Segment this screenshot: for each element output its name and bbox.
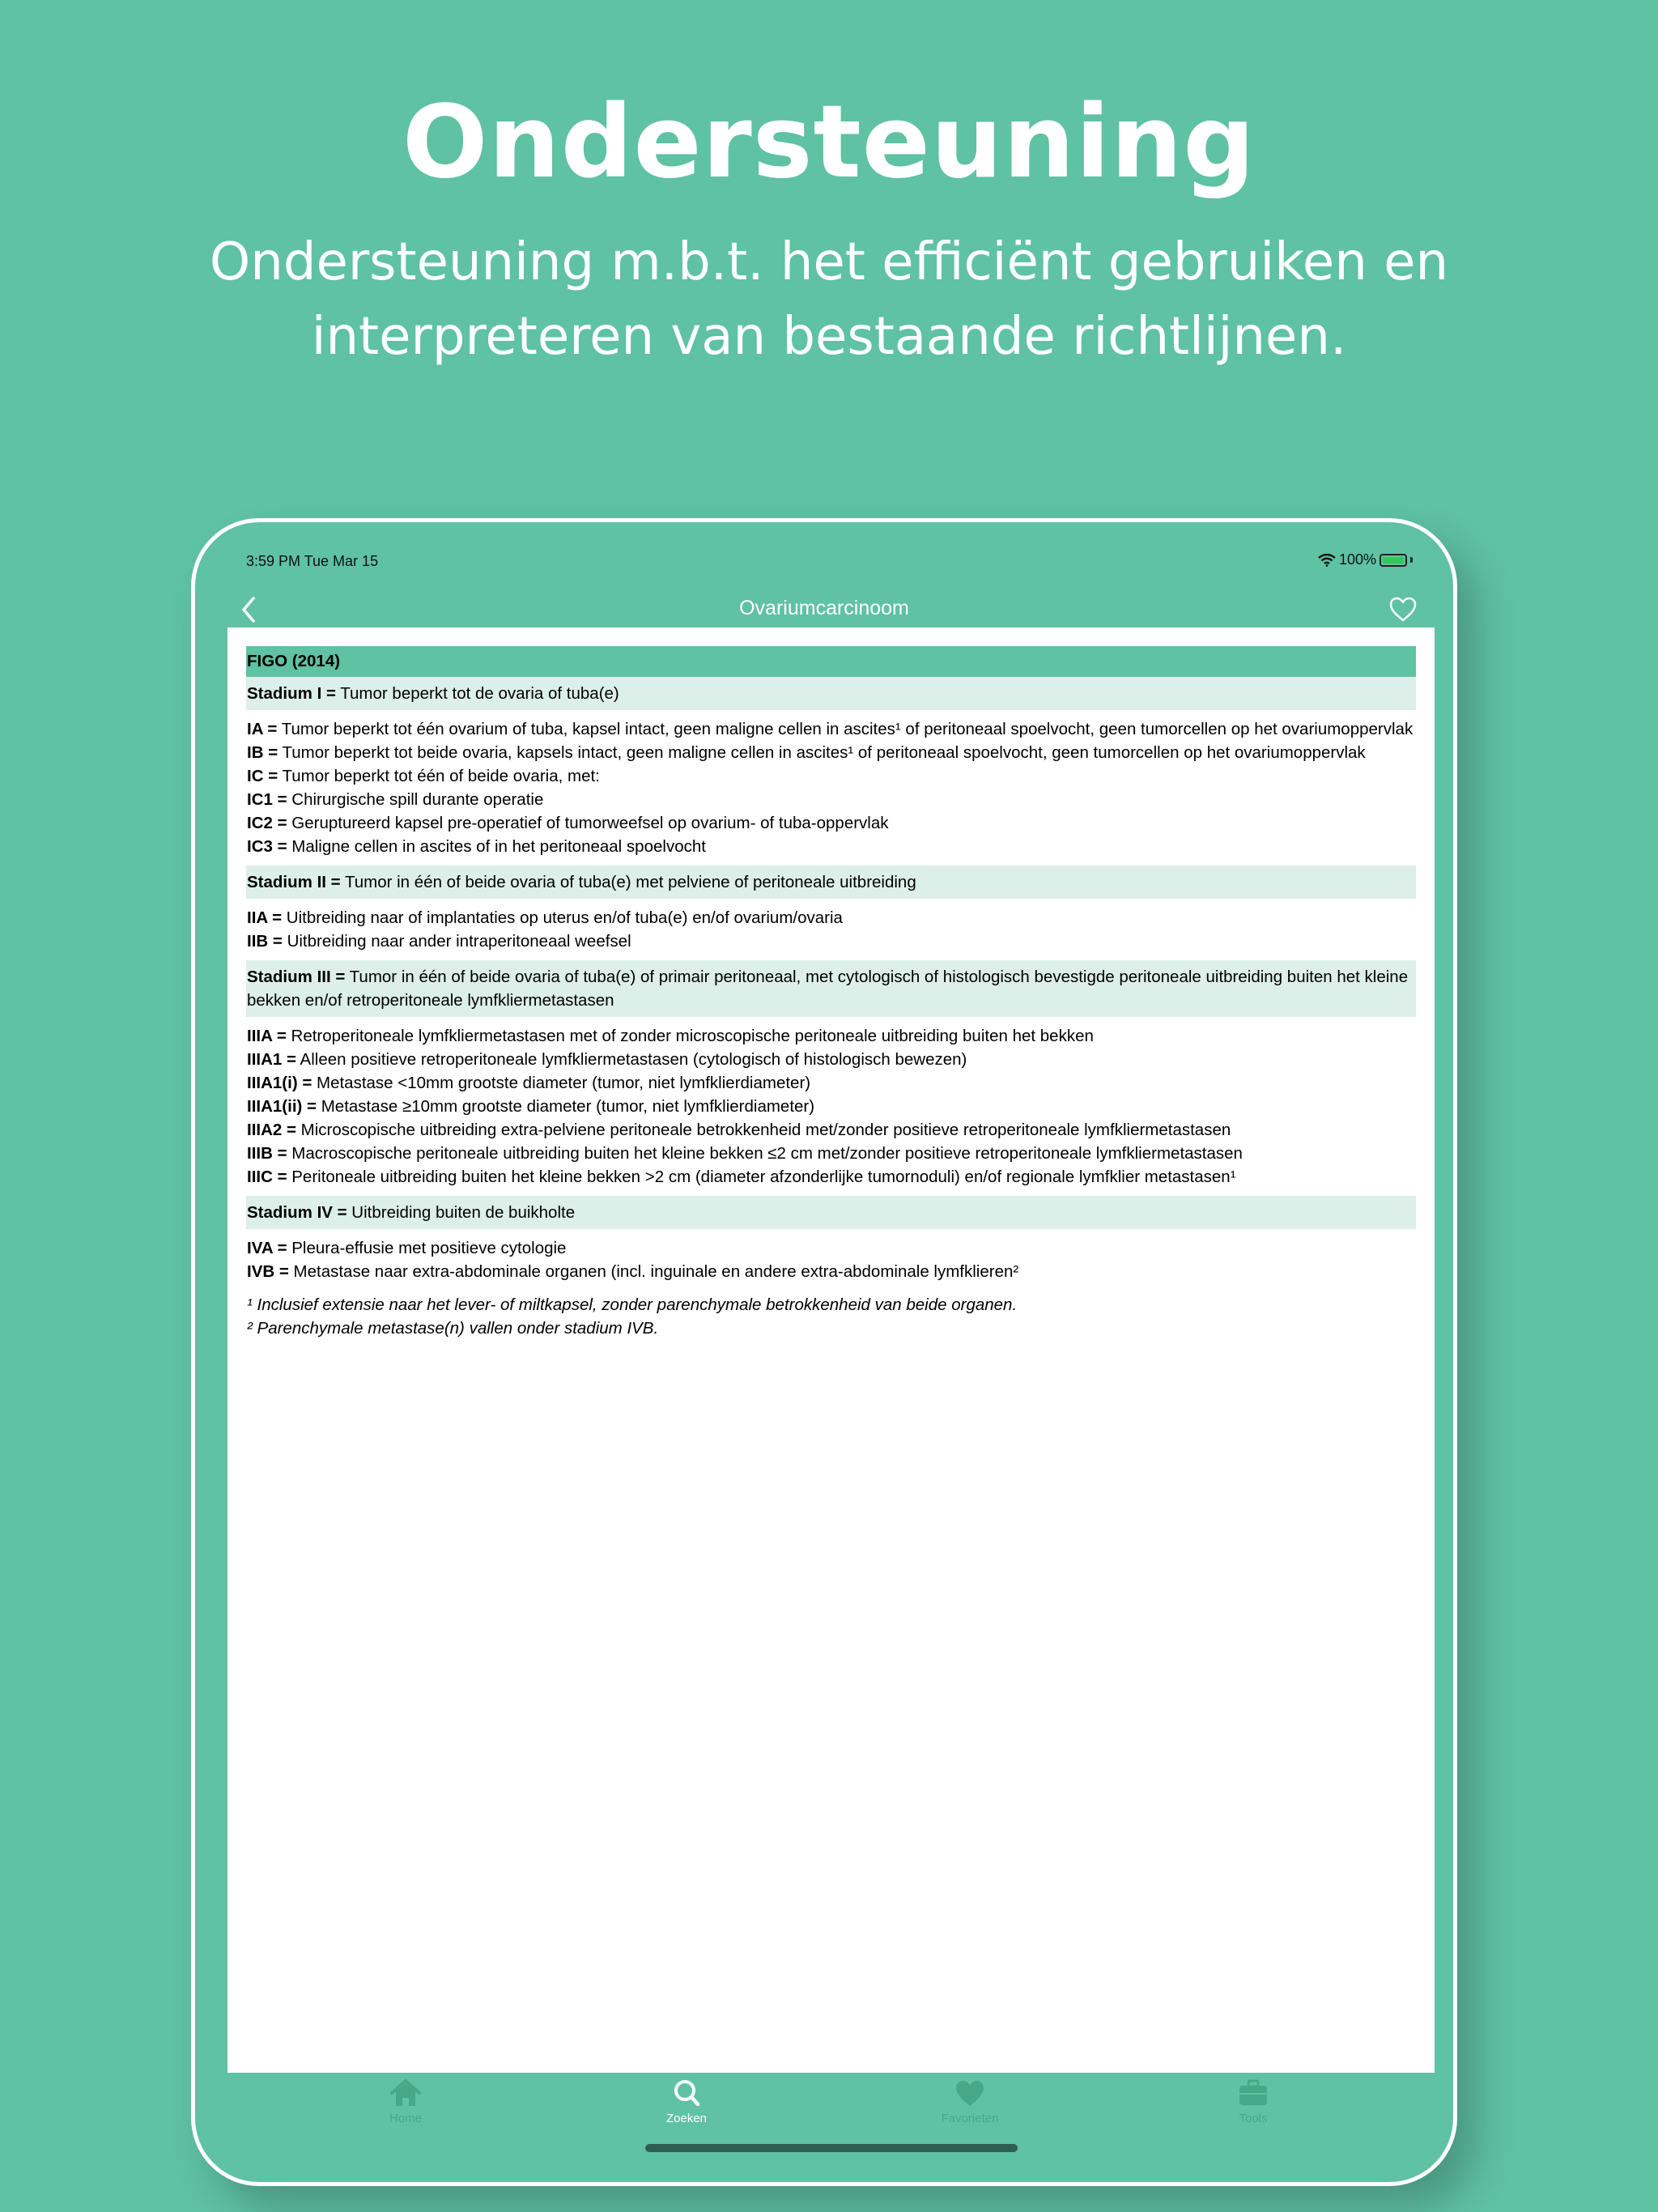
list-item <box>247 1048 1415 1071</box>
tab-favorites[interactable] <box>921 2078 1018 2125</box>
heart-icon <box>953 2078 987 2108</box>
footnote: ¹ Inclusief extensie naar het lever- of miltkapsel, zonder parenchymale betrokkenheid van beide organen. <box>247 1295 1018 1314</box>
item-text: Tumor beperkt tot één of beide ovaria, met: <box>278 767 600 785</box>
list-item <box>247 717 1415 741</box>
tablet-frame <box>191 518 1457 2186</box>
wifi-icon <box>1318 554 1336 567</box>
list-item <box>247 1236 1415 1260</box>
item-text: Metastase naar extra-abdominale organen (incl. inguinale en andere extra-abdominale lymfklieren² <box>288 1262 1019 1281</box>
item-code: IIIA2 = <box>247 1121 296 1139</box>
item-text: Microscopische uitbreiding extra-pelviene peritoneale betrokkenheid met/zonder positieve retroperitoneale lymfkliermetastasen <box>295 1121 1231 1139</box>
list-item <box>247 1142 1415 1165</box>
section-stage-4 <box>246 1196 1416 1291</box>
item-code: IVA = <box>247 1239 287 1257</box>
item-text: Metastase <10mm grootste diameter (tumor, niet lymfklierdiameter) <box>312 1074 811 1092</box>
item-text: Macroscopische peritoneale uitbreiding buiten het kleine bekken ≤2 cm met/zonder positieve retroperitoneale lymfkliermetastasen <box>287 1144 1243 1163</box>
promo-subtitle: Ondersteuning m.b.t. het efficiënt gebruiken en interpreteren van bestaande richtlijnen. <box>209 232 1449 367</box>
item-text: Peritoneale uitbreiding buiten het kleine bekken >2 cm (diameter afzonderlijke tumornoduli) en/of regionale lymfklier metastasen¹ <box>287 1168 1236 1186</box>
tab-home[interactable] <box>357 2078 454 2125</box>
stage-items <box>246 1234 1416 1291</box>
item-text: Geruptureerd kapsel pre-operatief of tumorweefsel op ovarium- of tuba-oppervlak <box>287 814 889 832</box>
heart-outline-icon <box>1388 595 1418 624</box>
stage-row <box>246 1196 1416 1229</box>
tab-label: Zoeken <box>665 2112 708 2125</box>
item-text: Tumor beperkt tot beide ovaria, kapsels intact, geen maligne cellen in ascites¹ of peritoneaal spoelvocht, geen tumorcellen op het ovariumoppervlak <box>278 743 1366 762</box>
stage-items <box>246 1022 1416 1196</box>
item-text: Uitbreiding naar ander intraperitoneaal weefsel <box>282 932 631 951</box>
stage-row <box>246 960 1416 1017</box>
item-code: IIIB = <box>247 1144 287 1163</box>
stage-code: Stadium IV = <box>247 1203 347 1222</box>
list-item <box>247 788 1415 811</box>
stage-code: Stadium III = <box>247 968 346 986</box>
search-icon <box>670 2078 704 2108</box>
list-item <box>247 811 1415 835</box>
status-time: 3:59 PM Tue Mar 15 <box>246 553 379 569</box>
document-content[interactable] <box>227 627 1435 2073</box>
stage-description: Tumor in één of beide ovaria of tuba(e) of primair peritoneaal, met cytologisch of histologisch bevestigde peritoneale uitbreiding buiten het kleine bekken en/of retroperitoneale lymfkliermetastasen <box>247 968 1409 1010</box>
list-item <box>247 906 1415 929</box>
item-code: IIA = <box>247 908 283 927</box>
item-code: IIIC = <box>247 1168 287 1186</box>
stage-row <box>246 677 1416 710</box>
item-text: Maligne cellen in ascites of in het peritoneaal spoelvocht <box>287 837 706 856</box>
battery-level <box>1383 557 1404 564</box>
stage-items <box>246 715 1416 866</box>
promo-title: Ondersteuning <box>402 84 1256 201</box>
item-code: IB = <box>247 743 278 762</box>
list-item <box>247 741 1415 764</box>
section-stage-1 <box>246 677 1416 866</box>
table-header: FIGO (2014) <box>246 646 1416 677</box>
stage-items <box>246 904 1416 960</box>
tab-label: Tools <box>1239 2112 1268 2125</box>
item-text: Uitbreiding naar of implantaties op uterus en/of tuba(e) en/of ovarium/ovaria <box>282 908 843 927</box>
item-code: IVB = <box>247 1262 289 1281</box>
list-item <box>247 1095 1415 1118</box>
section-stage-3 <box>246 960 1416 1196</box>
list-item <box>247 1071 1415 1095</box>
item-code: IC2 = <box>247 814 287 832</box>
status-bar <box>195 522 1453 571</box>
battery-percentage: 100% <box>1338 551 1376 568</box>
list-item <box>247 1260 1415 1283</box>
tab-label: Favorieten <box>941 2112 999 2125</box>
stage-code: Stadium II = <box>247 873 341 891</box>
list-item <box>247 835 1415 858</box>
stage-row <box>246 866 1416 899</box>
item-code: IC1 = <box>247 790 287 809</box>
list-item <box>247 929 1415 953</box>
stage-description: Tumor beperkt tot de ovaria of tuba(e) <box>335 684 619 703</box>
tab-bar <box>195 2073 1453 2154</box>
item-code: IIIA = <box>247 1027 287 1045</box>
item-text: Retroperitoneale lymfkliermetastasen met of zonder microscopische peritoneale uitbreiding buiten het bekken <box>286 1027 1094 1045</box>
item-code: IIIA1(i) = <box>247 1074 312 1092</box>
item-code: IIB = <box>247 932 283 951</box>
item-code: IA = <box>247 720 278 738</box>
item-text: Chirurgische spill durante operatie <box>287 790 544 809</box>
item-code: IC = <box>247 767 278 785</box>
item-code: IIIA1(ii) = <box>247 1097 317 1116</box>
stage-code: Stadium I = <box>247 684 336 703</box>
tab-search[interactable] <box>638 2078 735 2125</box>
battery-cap <box>1410 557 1413 563</box>
battery-icon <box>1380 554 1407 567</box>
footnotes <box>246 1291 1416 1342</box>
tab-label: Home <box>389 2112 422 2125</box>
page-title: Ovariumcarcinoom <box>739 597 909 619</box>
favorite-button[interactable] <box>1388 595 1418 624</box>
item-text: Metastase ≥10mm grootste diameter (tumor, niet lymfklierdiameter) <box>317 1097 815 1116</box>
stage-description: Tumor in één of beide ovaria of tuba(e) met pelviene of peritoneale uitbreiding <box>340 873 916 891</box>
footnote: ² Parenchymale metastase(n) vallen onder stadium IVB. <box>247 1319 659 1338</box>
section-stage-2 <box>246 866 1416 960</box>
item-text: Alleen positieve retroperitoneale lymfkliermetastasen (cytologisch of histologisch bewezen) <box>295 1050 967 1069</box>
home-indicator[interactable] <box>645 2144 1018 2152</box>
item-code: IC3 = <box>247 837 287 856</box>
list-item <box>247 1165 1415 1189</box>
list-item <box>247 1118 1415 1142</box>
briefcase-icon <box>1236 2078 1270 2108</box>
house-icon <box>389 2078 423 2108</box>
list-item <box>247 764 1415 788</box>
status-indicators <box>1318 551 1413 568</box>
item-code: IIIA1 = <box>247 1050 296 1069</box>
list-item <box>247 1024 1415 1048</box>
item-text: Tumor beperkt tot één ovarium of tuba, kapsel intact, geen maligne cellen in ascites¹ of peritoneaal spoelvocht, geen tumorcellen op het ovariumoppervlak <box>277 720 1414 738</box>
tab-tools[interactable] <box>1205 2078 1302 2125</box>
stage-description: Uitbreiding buiten de buikholte <box>346 1203 576 1222</box>
item-text: Pleura-effusie met positieve cytologie <box>287 1239 567 1257</box>
